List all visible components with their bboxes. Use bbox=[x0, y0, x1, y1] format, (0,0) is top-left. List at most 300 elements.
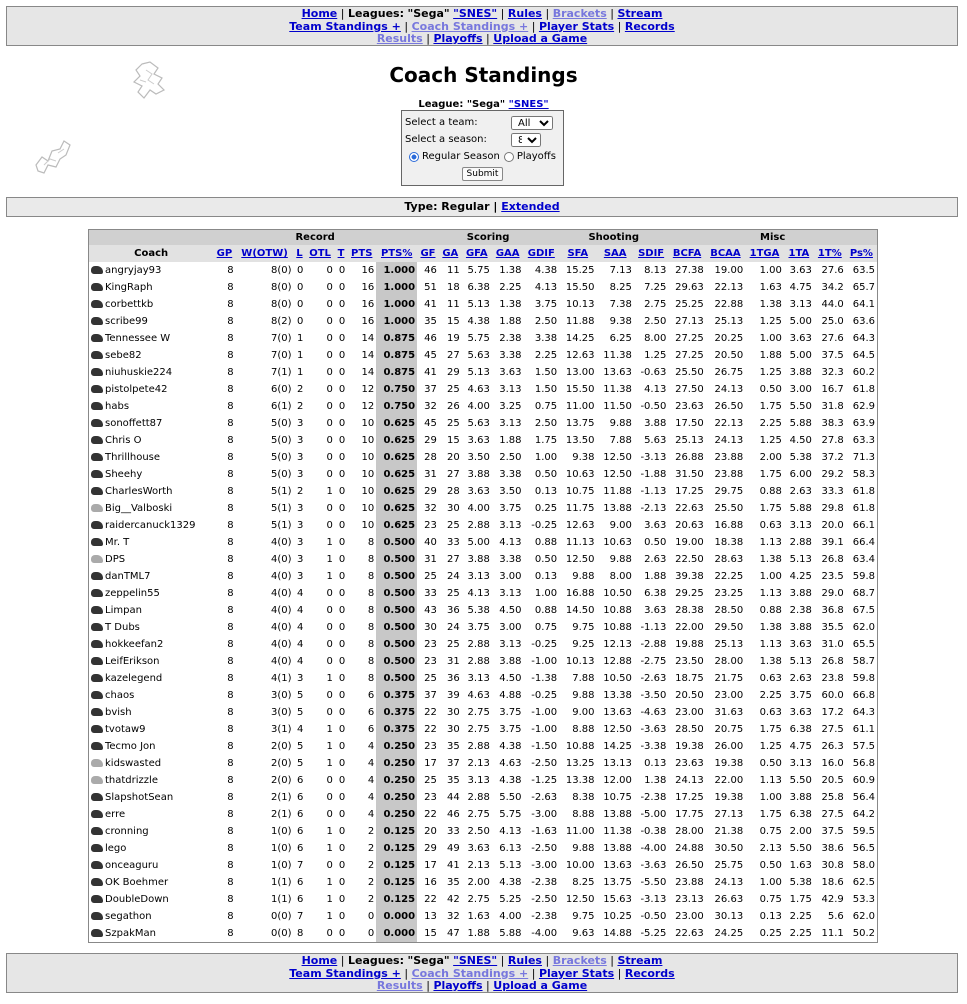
stat-cell: 5 bbox=[297, 690, 304, 701]
stat-cell: 19.38 bbox=[714, 792, 744, 803]
stat-cell: 4.13 bbox=[467, 588, 490, 599]
stat-cell: 23.00 bbox=[675, 911, 704, 922]
stat-cell: 6 bbox=[367, 690, 375, 701]
stat-cell: 7.25 bbox=[644, 282, 667, 293]
stat-cell: 60.2 bbox=[852, 367, 875, 378]
stat-cell: 2.63 bbox=[644, 554, 667, 565]
stat-cell: 8 bbox=[227, 452, 234, 463]
stat-cell: 26.8 bbox=[821, 554, 844, 565]
stat-cell: 0.88 bbox=[759, 605, 782, 616]
sort-link[interactable]: GAA bbox=[495, 248, 520, 259]
stat-cell: 10 bbox=[361, 418, 375, 429]
stat-cell: 0 bbox=[338, 673, 346, 684]
table-row bbox=[89, 670, 877, 687]
nav-results-link[interactable]: Results bbox=[376, 979, 423, 992]
column-header[interactable] bbox=[492, 245, 524, 262]
team-logo-icon bbox=[91, 436, 103, 444]
stat-cell: 3.13 bbox=[789, 758, 812, 769]
stat-cell: 1.00 bbox=[759, 877, 782, 888]
stat-cell: 1.50 bbox=[534, 367, 558, 378]
stat-cell: 2.13 bbox=[467, 758, 490, 769]
stat-cell: 4 bbox=[297, 724, 304, 735]
stat-cell: 2.63 bbox=[789, 673, 812, 684]
stat-cell: 3.13 bbox=[789, 520, 812, 531]
table-row bbox=[89, 738, 877, 755]
stat-cell: 17.25 bbox=[675, 486, 704, 497]
stat-cell: 3.50 bbox=[467, 452, 490, 463]
stat-cell: 62.0 bbox=[852, 911, 875, 922]
pts-pct-cell: 0.250 bbox=[376, 806, 417, 823]
stat-cell: 16.7 bbox=[821, 384, 844, 395]
stat-cell: 0 bbox=[338, 741, 346, 752]
coach-name: KingRaph bbox=[105, 282, 153, 293]
team-logo-icon bbox=[91, 317, 103, 325]
nav-leagues-label: Leagues: bbox=[347, 954, 404, 967]
sort-link[interactable]: W(OTW) bbox=[241, 248, 288, 259]
sort-link[interactable]: PTS% bbox=[380, 248, 413, 259]
stat-cell: 2.50 bbox=[644, 316, 667, 327]
stat-cell: 3 bbox=[297, 503, 304, 514]
stat-cell: -0.25 bbox=[531, 690, 558, 701]
stat-cell: 6.38 bbox=[467, 282, 490, 293]
stat-cell: 0 bbox=[326, 588, 333, 599]
stat-cell: 0 bbox=[326, 418, 333, 429]
stat-cell: 17.50 bbox=[675, 418, 704, 429]
stat-cell: 0 bbox=[338, 588, 346, 599]
league-snes-link[interactable]: "SNES" bbox=[508, 99, 549, 110]
stat-cell: 19.88 bbox=[675, 639, 704, 650]
stat-cell: 2.00 bbox=[759, 452, 782, 463]
nav-rules-link[interactable]: Rules bbox=[507, 7, 542, 20]
column-header[interactable] bbox=[745, 245, 784, 262]
stat-cell: 0 bbox=[338, 622, 346, 633]
stat-cell: 0.75 bbox=[759, 826, 782, 837]
nav-player-stats-link[interactable]: Player Stats bbox=[538, 19, 615, 33]
stat-cell: 3.63 bbox=[644, 520, 667, 531]
stat-cell: 10.75 bbox=[565, 486, 595, 497]
group-header-row bbox=[89, 230, 877, 245]
column-header[interactable] bbox=[706, 245, 745, 262]
stat-cell: 0 bbox=[326, 282, 333, 293]
stat-cell: 11.00 bbox=[565, 401, 595, 412]
stat-cell: 13.50 bbox=[565, 435, 595, 446]
team-logo-icon bbox=[91, 419, 103, 427]
stat-cell: 3 bbox=[297, 418, 304, 429]
pts-pct-cell: 0.000 bbox=[376, 908, 417, 925]
coach-name: erre bbox=[105, 809, 126, 820]
stat-cell: 1 bbox=[326, 877, 333, 888]
nav-coach-standings-link[interactable]: Coach Standings + bbox=[411, 19, 529, 33]
nav-upload-link[interactable]: Upload a Game bbox=[493, 979, 588, 992]
stat-cell: 3 bbox=[297, 554, 304, 565]
stat-cell: 0 bbox=[326, 520, 333, 531]
team-select[interactable] bbox=[511, 116, 553, 130]
sort-link[interactable]: L bbox=[296, 248, 303, 259]
pts-pct-cell: 0.500 bbox=[376, 568, 417, 585]
team-logo-icon bbox=[91, 589, 103, 597]
sort-link[interactable]: OTL bbox=[309, 248, 331, 259]
stat-cell: 8 bbox=[227, 639, 234, 650]
stat-cell: 0.75 bbox=[759, 894, 782, 905]
stat-cell: 3.38 bbox=[499, 554, 522, 565]
stat-cell: 25 bbox=[447, 384, 460, 395]
stat-cell: 12 bbox=[361, 401, 375, 412]
table-row bbox=[89, 636, 877, 653]
nav-records-link[interactable]: Records bbox=[624, 19, 675, 33]
sort-link[interactable]: Ps% bbox=[849, 248, 873, 259]
coach-cell bbox=[89, 483, 213, 500]
playoffs-label: Playoffs bbox=[516, 151, 556, 162]
stat-cell: 4 bbox=[297, 605, 304, 616]
stat-cell: 8 bbox=[367, 571, 375, 582]
stat-cell: 42.9 bbox=[821, 894, 844, 905]
nav-stream-link[interactable]: Stream bbox=[617, 954, 663, 967]
stat-cell: 0 bbox=[326, 707, 333, 718]
stat-cell: 1 bbox=[326, 758, 333, 769]
coach-cell bbox=[89, 772, 213, 789]
stat-cell: 2.88 bbox=[467, 656, 490, 667]
stat-cell: 22 bbox=[424, 724, 437, 735]
sort-link[interactable]: BCFA bbox=[672, 248, 702, 259]
stat-cell: 3.00 bbox=[499, 622, 522, 633]
stat-cell: 23.00 bbox=[675, 707, 704, 718]
stat-cell: 11.00 bbox=[565, 826, 595, 837]
sort-link[interactable]: SAA bbox=[603, 248, 627, 259]
stat-cell: 13.38 bbox=[565, 775, 595, 786]
stat-cell: 0 bbox=[338, 894, 346, 905]
column-header[interactable] bbox=[634, 245, 668, 262]
stat-cell: -5.00 bbox=[640, 809, 667, 820]
stat-cell: 0.75 bbox=[534, 622, 558, 633]
stat-cell: 25 bbox=[424, 571, 437, 582]
column-header[interactable] bbox=[814, 245, 846, 262]
coach-name: DPS bbox=[105, 554, 126, 565]
stat-cell: 4.25 bbox=[789, 571, 812, 582]
stat-cell: 6 bbox=[367, 724, 375, 735]
stat-cell: 4.63 bbox=[467, 384, 490, 395]
stat-cell: 37.5 bbox=[821, 826, 844, 837]
coach-name: thatdrizzle bbox=[105, 775, 158, 786]
sort-link[interactable]: SDIF bbox=[638, 248, 665, 259]
stat-cell: 23.13 bbox=[675, 894, 704, 905]
column-header[interactable] bbox=[305, 245, 334, 262]
column-header[interactable] bbox=[294, 245, 306, 262]
stat-cell: 8 bbox=[227, 775, 234, 786]
stat-cell: 0 bbox=[338, 469, 346, 480]
coach-cell bbox=[89, 636, 213, 653]
stat-cell: 1.00 bbox=[759, 333, 782, 344]
stat-cell: 16 bbox=[361, 316, 375, 327]
coach-name: segathon bbox=[105, 911, 152, 922]
stat-cell: 4 bbox=[367, 775, 375, 786]
stat-cell: 12.50 bbox=[565, 894, 595, 905]
stat-cell: 62.0 bbox=[852, 622, 875, 633]
stat-cell: 18.38 bbox=[714, 537, 744, 548]
stat-cell: 0.13 bbox=[534, 486, 558, 497]
stat-cell: 6(1) bbox=[270, 401, 292, 412]
nav-team-standings-link[interactable]: Team Standings + bbox=[289, 19, 401, 33]
stat-cell: 29.25 bbox=[675, 588, 704, 599]
nav-playoffs-link[interactable]: Playoffs bbox=[433, 979, 483, 992]
stat-cell: 8(2) bbox=[270, 316, 292, 327]
pts-pct-cell: 0.500 bbox=[376, 602, 417, 619]
submit-button[interactable]: Submit bbox=[462, 167, 504, 181]
stat-cell: 8 bbox=[227, 656, 234, 667]
stat-cell: 15.50 bbox=[565, 282, 595, 293]
stat-cell: 4 bbox=[367, 792, 375, 803]
stat-cell: 0.13 bbox=[759, 911, 782, 922]
stat-cell: 4(0) bbox=[270, 537, 292, 548]
stat-cell: 3.63 bbox=[644, 605, 667, 616]
column-header[interactable] bbox=[417, 245, 439, 262]
nav-home-link[interactable]: Home bbox=[301, 954, 338, 967]
stat-cell: 0 bbox=[338, 911, 346, 922]
season-select[interactable] bbox=[511, 133, 541, 147]
stat-cell: 14 bbox=[361, 367, 375, 378]
stat-cell: 8 bbox=[297, 928, 304, 939]
pts-pct-cell: 0.500 bbox=[376, 585, 417, 602]
coach-cell bbox=[89, 364, 213, 381]
stat-cell: 1.00 bbox=[759, 571, 782, 582]
stat-cell: 8 bbox=[227, 724, 234, 735]
stat-cell: 13.00 bbox=[565, 367, 595, 378]
table-row bbox=[89, 347, 877, 364]
stat-cell: 5.38 bbox=[467, 605, 490, 616]
stat-cell: 39 bbox=[447, 690, 460, 701]
stat-cell: -2.63 bbox=[531, 792, 558, 803]
stat-cell: -1.13 bbox=[640, 622, 667, 633]
stat-cell: 22 bbox=[424, 809, 437, 820]
nav-records-link[interactable]: Records bbox=[624, 966, 675, 980]
stat-cell: 3.50 bbox=[499, 486, 522, 497]
nav-upload-link[interactable]: Upload a Game bbox=[493, 32, 588, 45]
stat-cell: 15.50 bbox=[565, 384, 595, 395]
sort-link[interactable]: 1TA bbox=[788, 248, 810, 259]
stat-cell: 8 bbox=[227, 622, 234, 633]
regular-season-label: Regular Season bbox=[422, 151, 500, 162]
stat-cell: 22.88 bbox=[714, 299, 744, 310]
stat-cell: 2.88 bbox=[467, 741, 490, 752]
nav-playoffs-link[interactable]: Playoffs bbox=[433, 32, 483, 45]
sort-link[interactable]: T bbox=[337, 248, 345, 259]
nav-results-link[interactable]: Results bbox=[376, 32, 423, 45]
stat-cell: 7.88 bbox=[609, 435, 632, 446]
stat-cell: 0 bbox=[338, 639, 346, 650]
stat-cell: -3.63 bbox=[640, 860, 667, 871]
sort-link[interactable]: GFA bbox=[465, 248, 488, 259]
column-header[interactable] bbox=[347, 245, 376, 262]
stat-cell: 2.25 bbox=[759, 418, 782, 429]
type-bar bbox=[6, 197, 958, 217]
column-header[interactable] bbox=[236, 245, 294, 262]
stat-cell: 3.13 bbox=[499, 588, 522, 599]
nav-brackets-link[interactable]: Brackets bbox=[552, 7, 607, 20]
stat-cell: 2.00 bbox=[467, 877, 490, 888]
sort-link[interactable]: GF bbox=[420, 248, 436, 259]
stat-cell: 4.13 bbox=[499, 826, 522, 837]
stat-cell: 25.8 bbox=[821, 792, 844, 803]
stat-cell: 3 bbox=[297, 571, 304, 582]
nav-coach-standings-link[interactable]: Coach Standings + bbox=[411, 966, 529, 980]
stat-cell: 4(0) bbox=[270, 622, 292, 633]
stat-cell: 1(0) bbox=[270, 843, 292, 854]
playoffs-radio[interactable] bbox=[504, 152, 514, 162]
stat-cell: 11.13 bbox=[565, 537, 595, 548]
column-header[interactable] bbox=[462, 245, 492, 262]
stat-cell: -3.00 bbox=[531, 860, 558, 871]
stat-cell: 0.50 bbox=[759, 384, 782, 395]
stat-cell: 8 bbox=[227, 350, 234, 361]
sort-link[interactable]: GA bbox=[442, 248, 459, 259]
stat-cell: 0.25 bbox=[534, 503, 558, 514]
sort-link[interactable]: 1T% bbox=[817, 248, 842, 259]
nav-player-stats-link[interactable]: Player Stats bbox=[538, 966, 615, 980]
stat-cell: 0 bbox=[326, 928, 333, 939]
coach-name: Sheehy bbox=[105, 469, 143, 480]
column-header[interactable] bbox=[524, 245, 560, 262]
stat-cell: 0 bbox=[338, 690, 346, 701]
stat-cell: 5(0) bbox=[270, 452, 292, 463]
stat-cell: 28 bbox=[447, 486, 460, 497]
stat-cell: -2.50 bbox=[531, 843, 558, 854]
stat-cell: 6 bbox=[297, 843, 304, 854]
stat-cell: 1 bbox=[326, 826, 333, 837]
stat-cell: 64.5 bbox=[852, 350, 875, 361]
stat-cell: 0 bbox=[338, 877, 346, 888]
column-header[interactable] bbox=[597, 245, 634, 262]
stat-cell: 0(0) bbox=[270, 928, 292, 939]
coach-name: Big__Valboski bbox=[105, 503, 173, 514]
stat-cell: 2.50 bbox=[499, 452, 522, 463]
stat-cell: 31 bbox=[424, 554, 437, 565]
nav-home-link[interactable]: Home bbox=[301, 7, 338, 20]
coach-name: SlapshotSean bbox=[105, 792, 174, 803]
sort-link[interactable]: SFA bbox=[567, 248, 589, 259]
standings-table-body bbox=[89, 262, 877, 942]
coach-cell bbox=[89, 330, 213, 347]
stat-cell: 26.88 bbox=[675, 452, 704, 463]
nav-league-snes-link[interactable]: "SNES" bbox=[453, 954, 498, 967]
stat-cell: 3.13 bbox=[467, 571, 490, 582]
stat-cell: 13.13 bbox=[603, 758, 632, 769]
stat-cell: 8.38 bbox=[572, 792, 595, 803]
stat-cell: 1 bbox=[297, 333, 304, 344]
column-header[interactable] bbox=[213, 245, 235, 262]
sort-link[interactable]: PTS bbox=[351, 248, 373, 259]
stat-cell: 13 bbox=[424, 911, 437, 922]
stat-cell: 9.38 bbox=[609, 316, 632, 327]
stat-cell: 60.9 bbox=[852, 775, 875, 786]
stat-cell: 9.38 bbox=[572, 452, 595, 463]
stat-cell: -4.00 bbox=[531, 928, 558, 939]
column-header[interactable] bbox=[559, 245, 596, 262]
stat-cell: 1.38 bbox=[759, 656, 782, 667]
team-logo-icon bbox=[91, 691, 103, 699]
stat-cell: 3.88 bbox=[789, 367, 812, 378]
stat-cell: 8 bbox=[227, 384, 234, 395]
stat-cell: 17 bbox=[424, 758, 437, 769]
table-row bbox=[89, 585, 877, 602]
stat-cell: 10.88 bbox=[603, 622, 632, 633]
stat-cell: 0 bbox=[338, 554, 346, 565]
stat-cell: 3.75 bbox=[467, 622, 490, 633]
column-header[interactable] bbox=[846, 245, 877, 262]
stat-cell: 2.75 bbox=[644, 299, 667, 310]
stat-cell: 3.13 bbox=[499, 384, 522, 395]
stat-cell: -0.50 bbox=[640, 401, 667, 412]
column-header[interactable] bbox=[668, 245, 705, 262]
team-select-label: Select a team: bbox=[405, 117, 478, 128]
regular-season-radio[interactable] bbox=[409, 152, 419, 162]
stat-cell: 17.2 bbox=[821, 707, 844, 718]
stat-cell: 3.88 bbox=[467, 469, 490, 480]
nav-brackets-link[interactable]: Brackets bbox=[552, 954, 607, 967]
stat-cell: 25 bbox=[424, 673, 437, 684]
table-row bbox=[89, 415, 877, 432]
standings-table bbox=[89, 230, 877, 942]
stat-cell: 5(0) bbox=[270, 435, 292, 446]
column-header[interactable] bbox=[376, 245, 417, 262]
nav-sep: | bbox=[486, 32, 490, 45]
stat-cell: 0 bbox=[338, 860, 346, 871]
stat-cell: 10.88 bbox=[603, 605, 632, 616]
stat-cell: 4 bbox=[297, 588, 304, 599]
sort-link[interactable]: 1TGA bbox=[749, 248, 780, 259]
stat-cell: 0 bbox=[338, 265, 346, 276]
stat-cell: 0 bbox=[338, 571, 346, 582]
stat-cell: 31.0 bbox=[821, 639, 844, 650]
stat-cell: 31.63 bbox=[714, 707, 744, 718]
stat-cell: 8 bbox=[367, 639, 375, 650]
nav-league-snes-link[interactable]: "SNES" bbox=[453, 7, 498, 20]
stat-cell: 2 bbox=[367, 826, 375, 837]
stat-cell: 2.75 bbox=[467, 894, 490, 905]
sort-link[interactable]: BCAA bbox=[710, 248, 741, 259]
extended-link[interactable]: Extended bbox=[501, 200, 560, 213]
stat-cell: 0 bbox=[297, 299, 304, 310]
nav-stream-link[interactable]: Stream bbox=[617, 7, 663, 20]
stat-cell: 14.88 bbox=[603, 928, 632, 939]
stat-cell: 13.75 bbox=[565, 418, 595, 429]
nav-team-standings-link[interactable]: Team Standings + bbox=[289, 966, 401, 980]
stat-cell: 28.00 bbox=[675, 826, 704, 837]
column-header[interactable] bbox=[335, 245, 347, 262]
stat-cell: 0.88 bbox=[534, 537, 558, 548]
coach-cell bbox=[89, 704, 213, 721]
stat-cell: 9.88 bbox=[572, 690, 595, 701]
stat-cell: 35 bbox=[447, 775, 460, 786]
stat-cell: 3.13 bbox=[467, 775, 490, 786]
stat-cell: -1.00 bbox=[531, 656, 558, 667]
column-header[interactable] bbox=[784, 245, 814, 262]
stat-cell: 30 bbox=[447, 724, 460, 735]
sort-link[interactable]: GDIF bbox=[527, 248, 555, 259]
nav-rules-link[interactable]: Rules bbox=[507, 954, 542, 967]
stat-cell: 3.63 bbox=[467, 843, 490, 854]
pts-pct-cell: 0.500 bbox=[376, 670, 417, 687]
stat-cell: 8(0) bbox=[270, 299, 292, 310]
nav-sep: | bbox=[610, 954, 614, 967]
stat-cell: 8 bbox=[227, 928, 234, 939]
stat-cell: 21.38 bbox=[714, 826, 744, 837]
sort-link[interactable]: GP bbox=[216, 248, 233, 259]
stat-cell: 3.75 bbox=[499, 724, 522, 735]
coach-cell bbox=[89, 687, 213, 704]
stat-cell: 4.63 bbox=[467, 690, 490, 701]
stat-cell: 4.50 bbox=[499, 673, 522, 684]
stat-cell: -0.25 bbox=[531, 520, 558, 531]
column-header[interactable] bbox=[439, 245, 462, 262]
